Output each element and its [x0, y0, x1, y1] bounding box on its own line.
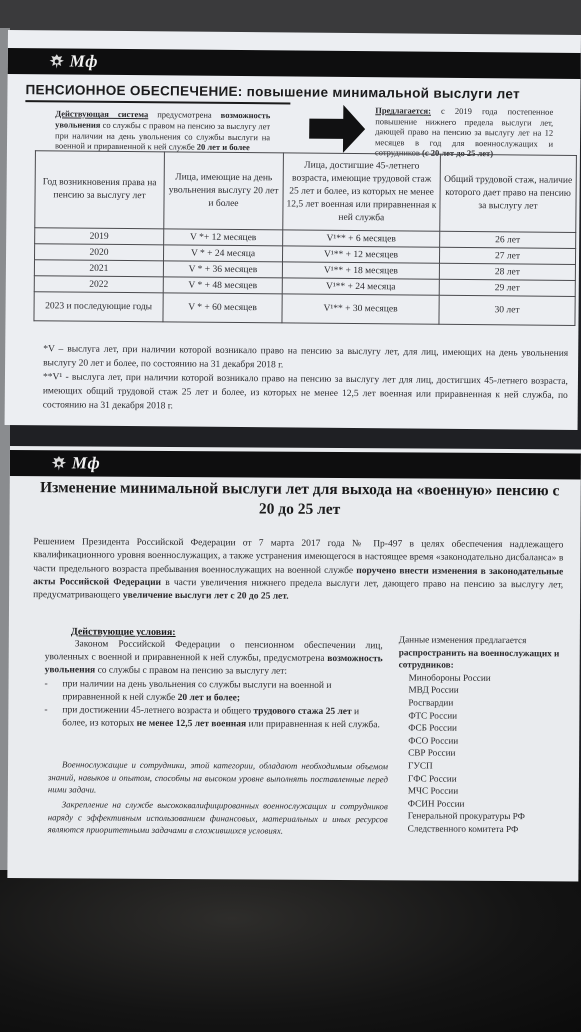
bullet-2-text-2: и более, из которых	[62, 707, 360, 729]
table-cell: V * + 48 месяцев	[163, 277, 282, 294]
current-system-bold-2: 20 лет и более	[196, 142, 250, 153]
table-cell: 26 лет	[440, 231, 576, 248]
italic-note-1: Военнослужащие и сотрудники, этой категории, обладают необходимым объемом знаний, навыков и опытом, способны на высоком уровне выполнять поставленные перед ними задачи.	[47, 759, 389, 795]
agencies-intro-text: Данные изменения предлагается	[398, 634, 527, 646]
current-system-text-2: со службы с правом на пенсию за выслугу лет при наличии на день увольнения со службы выслуги на военной и приравненной к ней службе	[54, 119, 271, 153]
background-table-surface	[0, 870, 581, 1032]
list-item: ГФС России	[407, 772, 457, 784]
table-cell: V¹** + 24 месяца	[282, 278, 439, 295]
footnote-v1: **V¹ - выслуга лет, при наличии которой возникало право на пенсию за выслугу лет для лиц, достигших 45-летнего возраста, имеющих общий трудовой стаж 25 лет и более, из которых не менее 12,5 лет военная или приравненная к ней служба, по состоянию на 31 декабря 2018 г.	[42, 372, 568, 412]
list-item: МВД России	[408, 684, 459, 696]
italic-note-2: Закрепление на службе высококвалифицированных военнослужащих и сотрудников наряду с эффективным использованием финансовых, материальных и иных ресурсов являются приоритетными задачами в сложившихся условиях.	[47, 799, 388, 836]
ministry-logo	[48, 51, 98, 71]
eagle-emblem-icon	[48, 52, 66, 70]
table-cell: V¹** + 18 месяцев	[282, 262, 439, 279]
bullet-2-text-3: или приравненная к ней служба.	[246, 719, 380, 731]
current-system-lead: Действующая система	[55, 108, 149, 120]
logo-text: Мф	[71, 453, 101, 473]
table-cell: V¹** + 12 месяцев	[282, 246, 439, 263]
brand-bar	[10, 450, 581, 479]
title-bold: ПЕНСИОННОЕ ОБЕСПЕЧЕНИЕ:	[25, 82, 243, 100]
agencies-intro-bold: распространить на военнослужащих и сотрудников:	[398, 646, 560, 670]
footnote-v: *V – выслуга лет, при наличии которой возникало право на пенсию за выслугу лет, для лиц, имеющих на день увольнения выслугу 20 лет и более, по состоянию на 31 декабря 2018 г.	[43, 344, 569, 371]
bullet-dash: -	[44, 705, 48, 716]
table-header-row	[35, 151, 577, 233]
bullet-1-bold: 20 лет и более;	[177, 693, 241, 704]
table-header: Лица, имеющие на день увольнения выслугу 20 лет и более	[164, 152, 284, 230]
seniority-table	[33, 147, 576, 326]
list-item: Росгвардии	[408, 697, 454, 708]
ministry-logo	[50, 453, 100, 473]
applicable-agencies	[398, 633, 569, 836]
bullet-text	[62, 678, 382, 706]
decree-text-2: в части увеличения нижнего предела выслуги лет, дающего право на пенсию за выслугу лет, предусматривающего	[33, 577, 564, 601]
proposal-text-body: с 2019 года постепенное повышение нижнего предела выслуги лет, дающей право на пенсию за выслугу лет на 12 месяцев в год для военнослужащих и сотрудников	[374, 105, 554, 158]
list-item: Минобороны России	[408, 672, 491, 683]
agencies-intro	[399, 633, 569, 672]
current-system-text	[55, 108, 270, 153]
eagle-emblem-icon	[50, 454, 68, 472]
bullet-1-text: при наличии на день увольнения со службы выслуги на военной и приравненной к ней службе	[62, 679, 332, 704]
bullet-2-bold-2: не менее 12,5 лет военная	[136, 718, 247, 730]
table-cell: 30 лет	[439, 295, 575, 325]
title-underline	[25, 100, 290, 104]
table-cell: V¹** + 30 месяцев	[282, 294, 439, 324]
leaflet-pension-table	[5, 30, 581, 430]
list-item: ФТС России	[408, 710, 458, 721]
leaflet-seniority-change	[7, 446, 581, 881]
list-item: Генеральной прокуратуры РФ	[407, 810, 525, 822]
current-conditions-text	[45, 638, 383, 679]
table-cell: V * + 60 месяцев	[163, 293, 282, 323]
table-cell: 27 лет	[439, 247, 575, 264]
table-cell: 29 лет	[439, 279, 575, 296]
table-header: Лица, достигшие 45-летнего возраста, имеющие трудовой стаж 25 лет и более, из которых не менее 12,5 лет военная или приравненная к ней служба	[283, 153, 441, 231]
page-title: Изменение минимальной выслуги лет для выхода на «военную» пенсию с 20 до 25 лет	[40, 479, 560, 519]
list-item	[44, 704, 382, 732]
table-cell: V * + 36 месяцев	[163, 261, 282, 278]
decree-text-1: Решением Президента Российской Федерации от 7 марта 2017 года № Пр-497 в целях обеспечения надлежащего квалификационного уровня военнослужащих, а также устранения имеющегося в настоящее время «законодательно дисбаланса» в части предельного возраста пребывания военнослужащих на военной службе	[33, 537, 564, 576]
brand-bar	[8, 48, 581, 79]
table-cell: 2021	[34, 260, 163, 277]
list-item	[44, 678, 382, 706]
bullet-text	[62, 704, 382, 732]
table-header: Общий трудовой стаж, наличие которого дает право на пенсию за выслугу лет	[440, 154, 577, 232]
bullet-2-text-1: при достижении 45-летнего возраста и общего	[62, 705, 254, 717]
list-item: СВР России	[408, 747, 456, 759]
proposal-text	[375, 105, 553, 160]
list-item: ФСБ России	[408, 722, 457, 733]
current-system-bold: возможность увольнения	[55, 109, 271, 130]
bullet-dash: -	[44, 679, 48, 690]
list-item: Следственного комитета РФ	[407, 823, 519, 835]
conditions-bold: возможность увольнения	[44, 653, 383, 676]
table-cell: 2019	[35, 228, 164, 245]
conditions-text-2: со службы с правом на пенсию за выслугу лет:	[95, 665, 288, 677]
table-cell: 2022	[34, 276, 163, 293]
table-cell: 28 лет	[439, 263, 575, 280]
table-cell: V *+ 12 месяцев	[164, 229, 283, 246]
list-item: ФСО России	[408, 735, 459, 746]
bullet-2-bold-1: трудового стажа 25 лет	[253, 706, 352, 718]
list-item: ФСИН России	[407, 798, 465, 809]
right-arrow-icon	[309, 105, 365, 153]
table-cell: V¹** + 6 месяцев	[283, 230, 440, 247]
table-cell: 2020	[34, 244, 163, 261]
proposal-lead: Предлагается:	[375, 105, 432, 116]
table-header: Год возникновения права на пенсию за выслугу лет	[35, 151, 165, 229]
conditions-text-1: Законом Российской Федерации о пенсионном обеспечении лиц, уволенных с военной и приравненной к ней службы, предусмотрена	[44, 639, 383, 664]
table-cell: V * + 24 месяца	[163, 245, 282, 262]
page-title	[25, 82, 575, 102]
table-cell: 2023 и последующие годы	[34, 292, 163, 322]
decree-bold-1: поручено внести изменения в законодательные акты Российской Федерации	[33, 565, 564, 588]
list-item: МЧС России	[407, 785, 459, 796]
table-row	[34, 292, 575, 326]
proposal-bold: (с 20 лет до 25 лет)	[421, 147, 494, 159]
current-system-text-1: предусмотрена	[148, 109, 221, 120]
current-conditions-heading: Действующие условия:	[70, 626, 176, 639]
list-item: ГУСП	[408, 760, 433, 771]
logo-text: Мф	[69, 51, 99, 71]
decree-bold-2: увеличение выслуги лет с 20 до 25 лет.	[122, 590, 289, 602]
decree-paragraph	[33, 536, 563, 606]
title-rest: повышение минимальной выслуги лет	[242, 84, 520, 102]
